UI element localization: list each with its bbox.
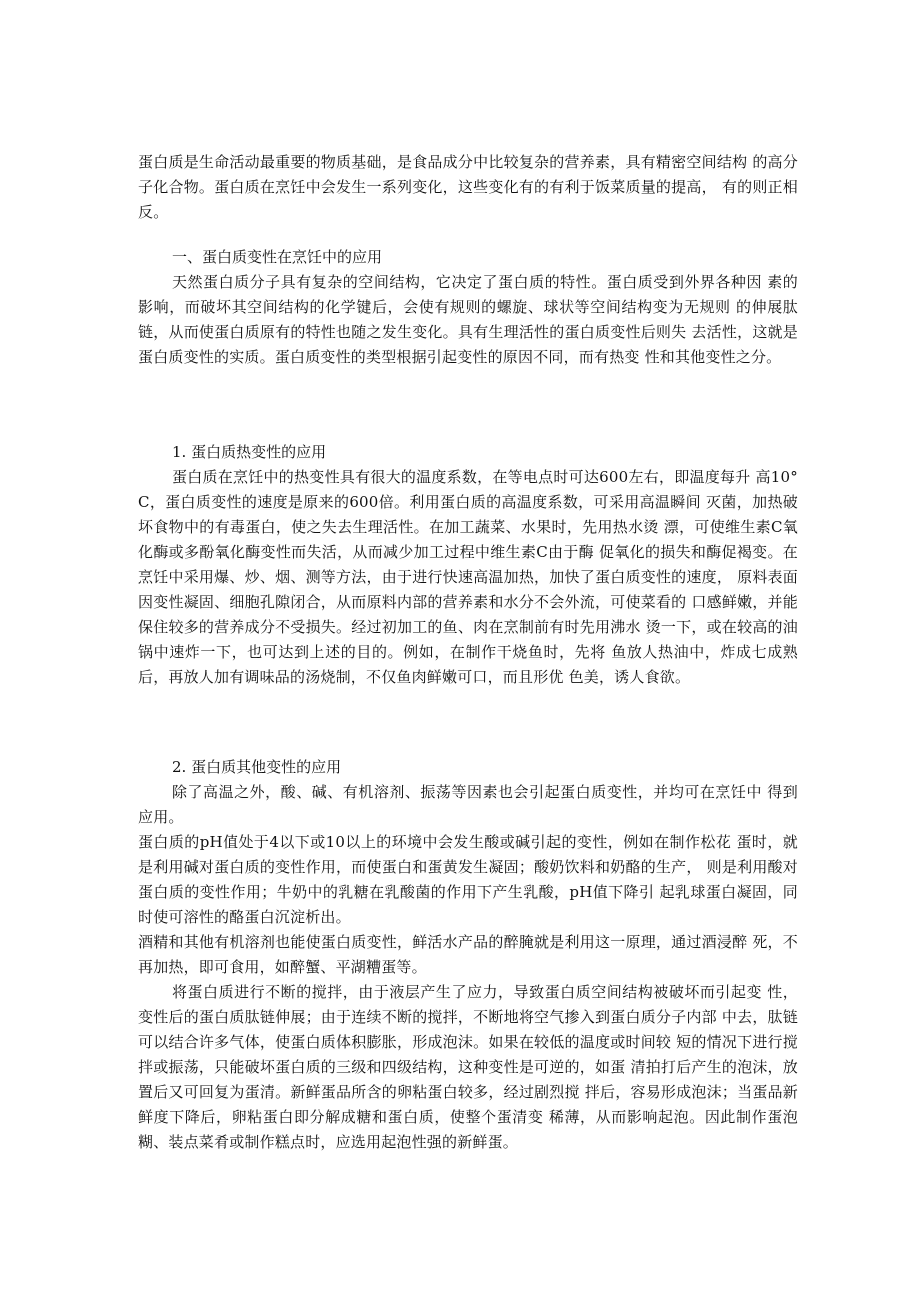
section-3-heading: 2. 蛋白质其他变性的应用 [172,758,342,776]
section-2-heading: 1. 蛋白质热变性的应用 [172,443,327,461]
section-3-paragraph-2: 蛋白质的pH值处于4以下或10以上的环境中会发生酸或碱引起的变性，例如在制作松花 蛋时，就是利用碱对蛋白质的变性作用，而使蛋白和蛋黄发生凝固；酸奶饮料和奶酪的生产， 则是利用酸对蛋白质的变性作用；牛奶中的乳糖在乳酸菌的作用下产生乳酸，pH值下降引 起乳球蛋白凝固，同时使可溶性的酪蛋白沉淀析出。 [138,833,798,926]
section-3-paragraph-1: 除了高温之外，酸、碱、有机溶剂、振荡等因素也会引起蛋白质变性，并均可在烹饪中 得到应用。 [138,783,798,826]
section-2-paragraph: 蛋白质在烹饪中的热变性具有很大的温度系数，在等电点时可达600左右，即温度每升 高10°C，蛋白质变性的速度是原来的600倍。利用蛋白质的高温度系数，可采用高温瞬间 灭菌，加热破坏食物中的有毒蛋白，使之失去生理活性。在加工蔬菜、水果时，先用热水烫 漂，可使维生素C氧化酶或多酚氧化酶变性而失活，从而减少加工过程中维生素C由于酶 促氧化的损失和酶促褐变。在烹饪中采用爆、炒、烟、测等方法，由于进行快速高温加热，加快了蛋白质变性的速度， 原料表面因变性凝固、细胞孔隙闭合，从而原料内部的营养素和水分不会外流，可使菜看的 口感鲜嫩，并能保住较多的营养成分不受损失。经过初加工的鱼、肉在烹制前有时先用沸水 烫一下，或在较高的油锅中速炸一下，也可达到上述的目的。例如，在制作干烧鱼时，先将 鱼放人热油中，炸成七成熟后，再放人加有调味品的汤烧制，不仅鱼肉鲜嫩可口，而且形优 色美，诱人食欲。 [138,468,798,686]
section-1-heading: 一、蛋白质变性在烹饪中的应用 [172,248,383,266]
section-3-paragraph-4: 将蛋白质进行不断的搅拌，由于液层产生了应力，导致蛋白质空间结构被破坏而引起变 性，变性后的蛋白质肽链伸展；由于连续不断的搅拌，不断地将空气掺入到蛋白质分子内部 中去，肽链可以结合许多气体，使蛋白质体积膨胀，形成泡沫。如果在较低的温度或时间较 短的情况下进行搅拌或振荡，只能破坏蛋白质的三级和四级结构，这种变性是可逆的，如蛋 清拍打后产生的泡沫，放置后又可回复为蛋清。新鲜蛋品所含的卵粘蛋白较多，经过剧烈搅 拌后，容易形成泡沫；当蛋品新鲜度下降后，卵粘蛋白即分解成糖和蛋白质，使整个蛋清变 稀薄，从而影响起泡。因此制作蛋泡糊、装点菜肴或制作糕点时，应选用起泡性强的新鲜蛋。 [138,983,798,1151]
section-3-paragraph-3: 酒精和其他有机溶剂也能使蛋白质变性，鲜活水产品的醉腌就是利用这一原理，通过酒浸醉 死，不再加热，即可食用，如醉蟹、平湖糟蛋等。 [138,933,798,976]
section-1-paragraph: 天然蛋白质分子具有复杂的空间结构，它决定了蛋白质的特性。蛋白质受到外界各种因 素的影响，而破坏其空间结构的化学键后，会使有规则的螺旋、球状等空间结构变为无规则 的伸展肽链，从而使蛋白质原有的特性也随之发生变化。具有生理活性的蛋白质变性后则失 去活性，这就是蛋白质变性的实质。蛋白质变性的类型根据引起变性的原因不同，而有热变 性和其他变性之分。 [138,273,798,366]
intro-paragraph: 蛋白质是生命活动最重要的物质基础，是食品成分中比较复杂的营养素，具有精密空间结构 的高分子化合物。蛋白质在烹饪中会发生一系列变化，这些变化有的有利于饭菜质量的提高， 有的则正相反。 [138,153,798,221]
